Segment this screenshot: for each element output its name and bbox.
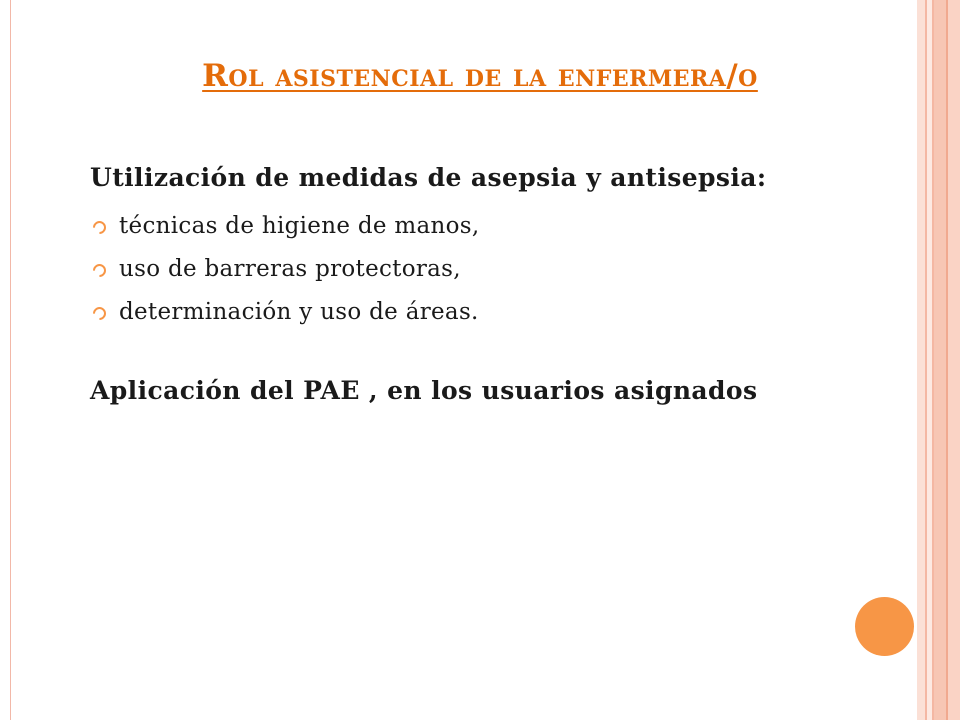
decorative-circle <box>855 597 914 656</box>
list-item <box>90 291 890 334</box>
section-heading-asepsia: Utilización de medidas de asepsia y antisepsia: <box>90 163 767 192</box>
list-item <box>90 248 890 291</box>
bullet-circle-icon <box>90 218 108 236</box>
left-border-line <box>10 0 11 720</box>
slide-body <box>90 160 890 408</box>
right-stripe <box>917 0 925 720</box>
list-item-text: técnicas de higiene de manos, <box>119 213 480 239</box>
bullet-circle-icon <box>90 304 108 322</box>
slide-title: Rol asistencial de la enfermera/o <box>202 58 758 94</box>
list-item <box>90 205 890 248</box>
list-item-text: uso de barreras protectoras, <box>119 256 461 282</box>
right-stripe <box>934 0 946 720</box>
section-heading-pae: Aplicación del PAE , en los usuarios asignados <box>90 376 758 405</box>
list-item-text: determinación y uso de áreas. <box>119 299 479 325</box>
right-stripe <box>948 0 960 720</box>
bullet-list <box>90 205 890 334</box>
bullet-circle-icon <box>90 261 108 279</box>
